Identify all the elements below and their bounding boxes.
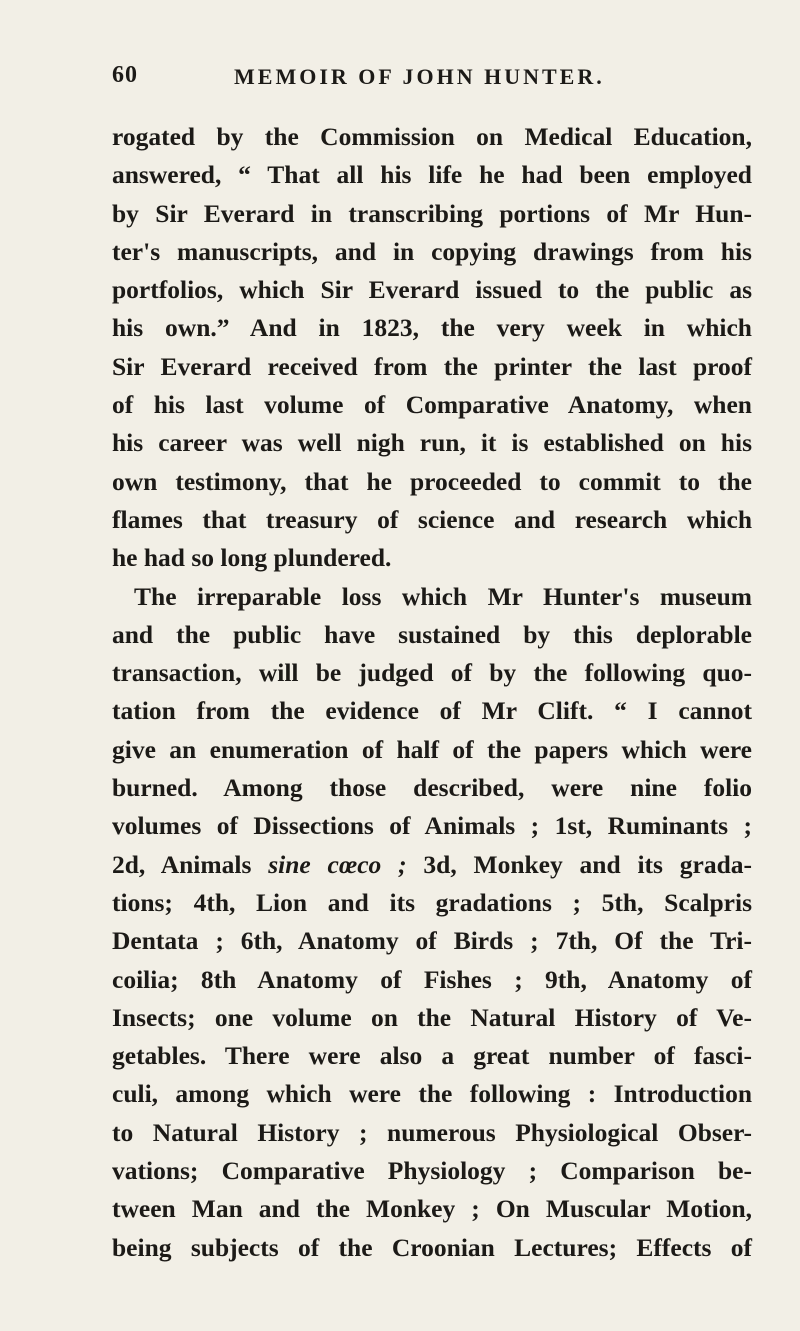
text-line: tation from the evidence of Mr Clift. “ I cannot xyxy=(112,696,752,726)
text-line: by Sir Everard in transcribing portions of Mr Hun- xyxy=(112,198,752,228)
text-line: his career was well nigh run, it is established on his xyxy=(112,428,752,458)
text-line: vations; Comparative Physiology ; Comparison be- xyxy=(112,1156,752,1186)
text-line: own testimony, that he proceeded to commit to the xyxy=(112,466,752,496)
text-line: Insects; one volume on the Natural History of Ve- xyxy=(112,1002,752,1032)
text-line: his own.” And in 1823, the very week in which xyxy=(112,313,752,343)
text-line: The irreparable loss which Mr Hunter's museum xyxy=(134,581,752,611)
text-line: being subjects of the Croonian Lectures; Effects of xyxy=(112,1232,752,1262)
text-line: transaction, will be judged of by the following quo- xyxy=(112,658,752,688)
text-line: rogated by the Commission on Medical Education, xyxy=(112,122,752,151)
text-line: Dentata ; 6th, Anatomy of Birds ; 7th, Of the Tri- xyxy=(112,926,752,956)
italic-phrase: sine cœco ; xyxy=(268,849,407,879)
text-line: answered, “ That all his life he had been employed xyxy=(112,160,752,190)
text-line: volumes of Dissections of Animals ; 1st, Ruminants ; xyxy=(112,811,752,841)
text-line: give an enumeration of half of the papers which were xyxy=(112,734,752,764)
text-line: he had so long plundered. xyxy=(112,543,392,573)
text-line: Sir Everard received from the printer the last proof xyxy=(112,351,752,381)
text-line: flames that treasury of science and research which xyxy=(112,504,752,534)
text-line: tions; 4th, Lion and its gradations ; 5th, Scalpris xyxy=(112,887,752,917)
text-line: tween Man and the Monkey ; On Muscular Motion, xyxy=(112,1194,752,1224)
text-line: coilia; 8th Anatomy of Fishes ; 9th, Anatomy of xyxy=(112,964,752,994)
text-line: of his last volume of Comparative Anatomy, when xyxy=(112,390,752,420)
text-line: to Natural History ; numerous Physiological Obser- xyxy=(112,1117,752,1147)
page-header xyxy=(112,62,752,102)
running-head: MEMOIR OF JOHN HUNTER. xyxy=(234,64,605,89)
body-text xyxy=(112,118,752,1267)
text-segment: 3d, Monkey and its grada- xyxy=(406,849,752,879)
page-number: 60 xyxy=(112,62,138,88)
text-segment: 2d, Animals xyxy=(112,849,269,879)
text-line: ter's manuscripts, and in copying drawings from his xyxy=(112,236,752,266)
text-line: and the public have sustained by this deplorable xyxy=(112,619,752,649)
text-line: getables. There were also a great number of fasci- xyxy=(112,1041,752,1071)
text-line xyxy=(112,846,752,884)
text-line: portfolios, which Sir Everard issued to the public as xyxy=(112,275,752,305)
text-line: culi, among which were the following : Introduction xyxy=(112,1079,752,1109)
text-line: burned. Among those described, were nine folio xyxy=(112,773,752,803)
